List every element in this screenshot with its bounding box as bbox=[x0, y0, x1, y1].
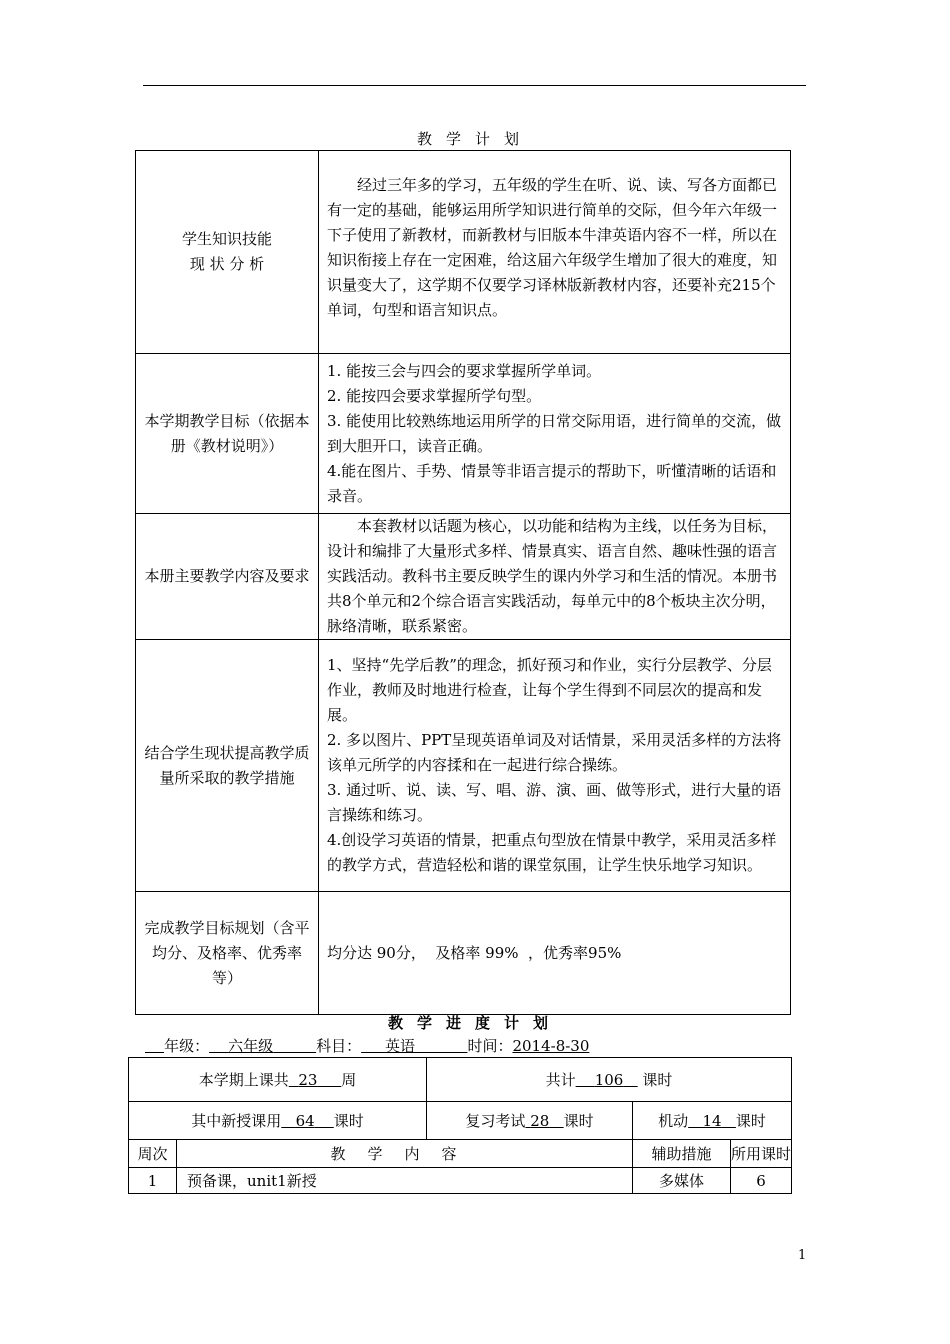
row-content-skills: 经过三年多的学习，五年级的学生在听、说、读、写各方面都已有一定的基础，能够运用所学知识进行简单的交际，但今年六年级一下子使用了新教材，而新教材与旧版本牛津英语内容不一样，所以在知识衔接上存在一定困难，给这届六年级学生增加了很大的难度，知识量变大了，这学期不仅要学习译林版新教材内容，还要补充215个单词，句型和语言知识点。 bbox=[319, 151, 791, 354]
page-number: 1 bbox=[798, 1248, 807, 1263]
row-label-goals: 本学期教学目标（依据本册《教材说明》） bbox=[136, 354, 319, 514]
plan-title: 教学计划 bbox=[416, 130, 533, 148]
cell-hours: 6 bbox=[731, 1168, 792, 1194]
review-hours-cell: 复习考试 28 课时 bbox=[427, 1102, 633, 1140]
schedule-title: 教学进度计划 bbox=[387, 1014, 562, 1032]
header-content: 教学内容 bbox=[177, 1140, 633, 1168]
row-label-measures: 结合学生现状提高教学质量所采取的教学措施 bbox=[136, 640, 319, 892]
table-row bbox=[129, 1168, 792, 1194]
schedule-meta: 年级： 六年级 科目： 英语 时间：2014-8-30 bbox=[164, 1037, 590, 1055]
teaching-plan-table bbox=[135, 150, 791, 1015]
header-hours: 所用课时 bbox=[731, 1140, 792, 1168]
row-content-targets: 均分达 90分， 及格率 99% ，优秀率95% bbox=[319, 892, 791, 1015]
table-row bbox=[129, 1058, 792, 1102]
schedule-table bbox=[128, 1057, 792, 1194]
table-row bbox=[136, 514, 791, 640]
row-content-content: 本套教材以话题为核心，以功能和结构为主线，以任务为目标，设计和编排了大量形式多样、情景真实、语言自然、趣味性强的语言实践活动。教科书主要反映学生的课内外学习和生活的情况。本册书共8个单元和2个综合语言实践活动，每单元中的8个板块主次分明，脉络清晰，联系紧密。 bbox=[319, 514, 791, 640]
new-hours-cell: 其中新授课用 64 课时 bbox=[129, 1102, 427, 1140]
cell-content: 预备课，unit1新授 bbox=[177, 1168, 633, 1194]
cell-aids: 多媒体 bbox=[633, 1168, 731, 1194]
table-row bbox=[129, 1102, 792, 1140]
table-row bbox=[136, 354, 791, 514]
total-weeks-cell: 本学期上课共 23 周 bbox=[129, 1058, 427, 1102]
header-rule bbox=[143, 85, 806, 86]
row-content-goals: 1. 能按三会与四会的要求掌握所学单词。 2. 能按四会要求掌握所学句型。 3. 能使用比较熟练地运用所学的日常交际用语，进行简单的交流，做到大胆开口，读音正确。 4.能在图片、手势、情景等非语言提示的帮助下，听懂清晰的话语和录音。 bbox=[319, 354, 791, 514]
row-label-targets: 完成教学目标规划（含平均分、及格率、优秀率等） bbox=[136, 892, 319, 1015]
table-row bbox=[136, 151, 791, 354]
table-row bbox=[136, 892, 791, 1015]
row-content-measures: 1、坚持“先学后教”的理念，抓好预习和作业，实行分层教学、分层作业，教师及时地进行检查，让每个学生得到不同层次的提高和发展。 2. 多以图片、PPT呈现英语单词及对话情景，采用灵活多样的方法将该单元所学的内容揉和在一起进行综合操练。 3. 通过听、说、读、写、唱、游、演、画、做等形式，进行大量的语言操练和练习。 4.创设学习英语的情景，把重点句型放在情景中教学，采用灵活多样的教学方式，营造轻松和谐的课堂氛围，让学生快乐地学习知识。 bbox=[319, 640, 791, 892]
schedule-header-row bbox=[129, 1140, 792, 1168]
row-label-skills: 学生知识技能 现 状 分 析 bbox=[136, 151, 319, 354]
table-row bbox=[136, 640, 791, 892]
cell-week: 1 bbox=[129, 1168, 177, 1194]
header-week: 周次 bbox=[129, 1140, 177, 1168]
total-hours-cell: 共计 106 课时 bbox=[427, 1058, 792, 1102]
row-label-content: 本册主要教学内容及要求 bbox=[136, 514, 319, 640]
flex-hours-cell: 机动 14 课时 bbox=[633, 1102, 792, 1140]
header-aids: 辅助措施 bbox=[633, 1140, 731, 1168]
